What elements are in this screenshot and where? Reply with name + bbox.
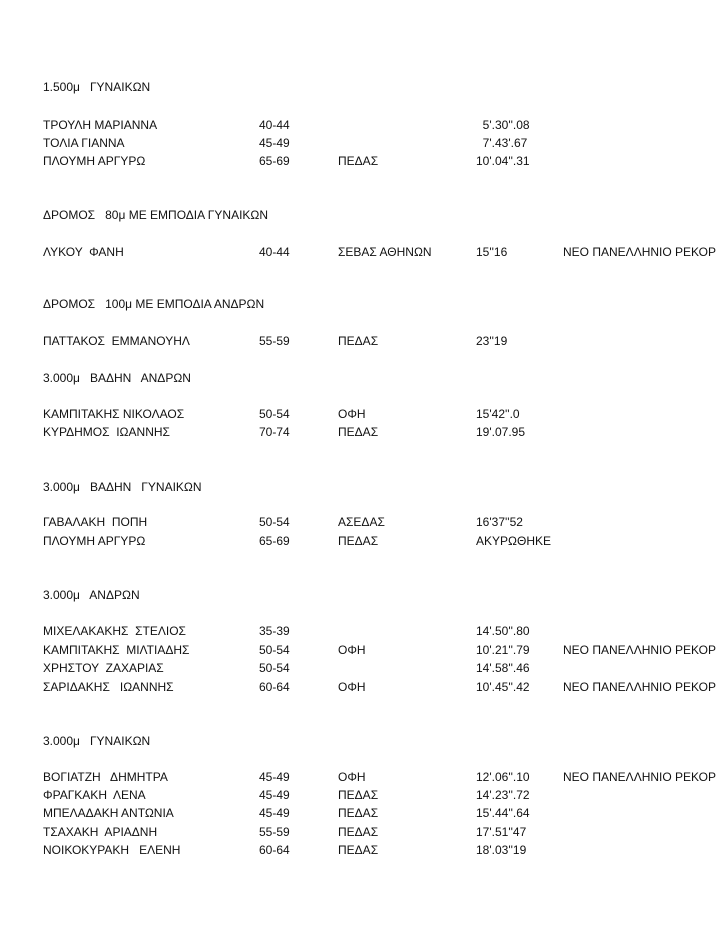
result-row [0,515,720,529]
age-group: 40-44 [259,245,290,259]
athlete-name: ΠΑΤΤΑΚΟΣ ΕΜΜΑΝΟΥΗΛ [43,334,190,348]
result-row [0,643,720,657]
age-group: 50-54 [259,515,290,529]
club: ΠΕΔΑΣ [338,154,379,168]
athlete-name: ΒΟΓΙΑΤΖΗ ΔΗΜΗΤΡΑ [43,770,168,784]
record-note: ΝΕΟ ΠΑΝΕΛΛΗΝΙΟ ΡΕΚΟΡ [563,643,717,657]
age-group: 45-49 [259,788,290,802]
result-row [0,407,720,421]
club: ΠΕΔΑΣ [338,825,379,839]
result-row [0,136,720,150]
result-row [0,245,720,259]
result-time: 18'.03''19 [476,843,527,857]
club: ΠΕΔΑΣ [338,843,379,857]
age-group: 60-64 [259,680,290,694]
age-group: 70-74 [259,425,290,439]
club: ΟΦΗ [338,680,366,694]
result-time: 15''16 [476,245,508,259]
club: ΠΕΔΑΣ [338,534,379,548]
result-row [0,118,720,132]
result-row [0,534,720,548]
age-group: 55-59 [259,825,290,839]
result-time: 12'.06''.10 [476,770,530,784]
result-row [0,154,720,168]
age-group: 45-49 [259,806,290,820]
club: ΠΕΔΑΣ [338,788,379,802]
result-row [0,825,720,839]
result-time: 15'.44''.64 [476,806,530,820]
result-time: 7'.43'.67 [476,136,528,150]
record-note: ΝΕΟ ΠΑΝΕΛΛΗΝΙΟ ΡΕΚΟΡ [563,245,717,259]
athlete-name: ΦΡΑΓΚΑΚΗ ΛΕΝΑ [43,788,146,802]
result-time: 17'.51''47 [476,825,527,839]
athlete-name: ΛΥΚΟΥ ΦΑΝΗ [43,245,124,259]
club: ΟΦΗ [338,407,366,421]
section-title: ΔΡΟΜΟΣ 80μ ΜΕ ΕΜΠΟΔΙΑ ΓΥΝΑΙΚΩΝ [43,208,269,222]
result-time: 14'.23''.72 [476,788,530,802]
athlete-name: ΠΛΟΥΜΗ ΑΡΓΥΡΩ [43,154,146,168]
section-title: 1.500μ ΓΥΝΑΙΚΩΝ [43,80,151,94]
result-row [0,806,720,820]
club: ΟΦΗ [338,643,366,657]
section-title: 3.000μ ΓΥΝΑΙΚΩΝ [43,734,151,748]
result-time: 19'.07.95 [476,425,526,439]
athlete-name: ΜΙΧΕΛΑΚΑΚΗΣ ΣΤΕΛΙΟΣ [43,624,186,638]
age-group: 50-54 [259,661,290,675]
age-group: 65-69 [259,154,290,168]
section-title: 3.000μ ΒΑΔΗΝ ΓΥΝΑΙΚΩΝ [43,480,202,494]
club: ΑΣΕΔΑΣ [338,515,385,529]
result-time: 14'.58''.46 [476,661,530,675]
section-title: 3.000μ ΒΑΔΗΝ ΑΝΔΡΩΝ [43,371,191,385]
section-title: 3.000μ ΑΝΔΡΩΝ [43,588,140,602]
result-row [0,425,720,439]
result-row [0,661,720,675]
athlete-name: ΚΑΜΠΙΤΑΚΗΣ ΜΙΛΤΙΑΔΗΣ [43,643,190,657]
athlete-name: ΠΛΟΥΜΗ ΑΡΓΥΡΩ [43,534,146,548]
athlete-name: ΚΥΡΔΗΜΟΣ ΙΩΑΝΝΗΣ [43,425,170,439]
club: ΣΕΒΑΣ ΑΘΗΝΩΝ [338,245,432,259]
age-group: 50-54 [259,407,290,421]
athlete-name: ΤΡΟΥΛΗ ΜΑΡΙΑΝΝΑ [43,118,158,132]
age-group: 40-44 [259,118,290,132]
age-group: 65-69 [259,534,290,548]
result-row [0,624,720,638]
age-group: 45-49 [259,136,290,150]
record-note: ΝΕΟ ΠΑΝΕΛΛΗΝΙΟ ΡΕΚΟΡ [563,770,717,784]
record-note: ΝΕΟ ΠΑΝΕΛΛΗΝΙΟ ΡΕΚΟΡ [563,680,717,694]
result-time: 14'.50''.80 [476,624,530,638]
result-row [0,680,720,694]
age-group: 50-54 [259,643,290,657]
result-time: ΑΚΥΡΩΘΗΚΕ [476,534,551,548]
result-time: 10'.04''.31 [476,154,530,168]
athlete-name: ΣΑΡΙΔΑΚΗΣ ΙΩΑΝΝΗΣ [43,680,174,694]
result-time: 23''19 [476,334,508,348]
result-row [0,843,720,857]
club: ΠΕΔΑΣ [338,806,379,820]
athlete-name: ΤΟΛΙΑ ΓΙΑΝΝΑ [43,136,125,150]
club: ΠΕΔΑΣ [338,334,379,348]
result-time: 10'.21''.79 [476,643,530,657]
result-time: 15'42''.0 [476,407,520,421]
result-row [0,334,720,348]
section-title: ΔΡΟΜΟΣ 100μ ΜΕ ΕΜΠΟΔΙΑ ΑΝΔΡΩΝ [43,297,265,311]
club: ΠΕΔΑΣ [338,425,379,439]
athlete-name: ΤΣΑΧΑΚΗ ΑΡΙΑΔΝΗ [43,825,158,839]
result-time: 5'.30''.08 [476,118,530,132]
result-time: 10'.45''.42 [476,680,530,694]
result-row [0,770,720,784]
result-time: 16'37''52 [476,515,523,529]
club: ΟΦΗ [338,770,366,784]
athlete-name: ΜΠΕΛΑΔΑΚΗ ΑΝΤΩΝΙΑ [43,806,174,820]
age-group: 35-39 [259,624,290,638]
athlete-name: ΧΡΗΣΤΟΥ ΖΑΧΑΡΙΑΣ [43,661,164,675]
age-group: 45-49 [259,770,290,784]
result-row [0,788,720,802]
athlete-name: ΚΑΜΠΙΤΑΚΗΣ ΝΙΚΟΛΑΟΣ [43,407,185,421]
athlete-name: ΓΑΒΑΛΑΚΗ ΠΟΠΗ [43,515,148,529]
athlete-name: ΝΟΙΚΟΚΥΡΑΚΗ ΕΛΕΝΗ [43,843,181,857]
age-group: 55-59 [259,334,290,348]
age-group: 60-64 [259,843,290,857]
